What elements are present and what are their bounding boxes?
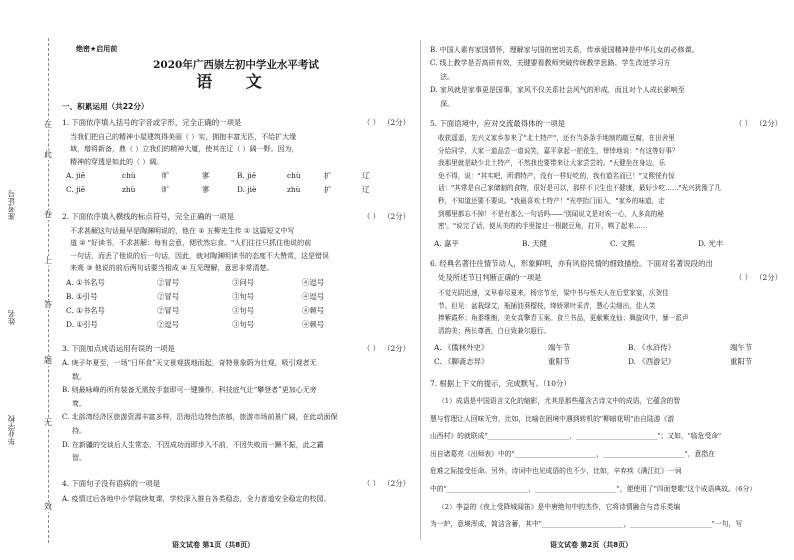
option-text: ④顿号 (302, 306, 325, 315)
q4-options (62, 493, 410, 506)
option-text: ③句号 (232, 306, 255, 315)
passage-line: 分给同学，大家一道品尝一道说笑，嘉平拿起一把花生，悻悻地说："有这等好事？ (438, 146, 679, 155)
body-line: 为一炉，意境浑成，简洁含蓄，其中"________________________，________________________"一句，写 (430, 520, 743, 529)
option-text: chù (122, 171, 136, 180)
option-text: D. ①引号 (66, 320, 98, 329)
option-line: A. 庚子年夏至，一场“日环食”天文景观拔地而起，奇特景象蔚为壮观，吸引观者无 (62, 359, 317, 367)
passage-line: 一句话，而丢了他说的后一句话，因此，就对陶渊明读书的态度不大赞赏，这是错误 (70, 251, 329, 260)
q1-passage (70, 131, 410, 168)
option-text: B. ①引号 (66, 292, 98, 301)
q4-continued (430, 44, 782, 111)
option-text: B. 天健 (522, 239, 547, 248)
option-text: 重阳节 (548, 357, 571, 366)
answer-parentheses: （ ） (362, 118, 380, 127)
question-stem: 处及所述节日判断正确的一项是 (438, 273, 542, 282)
option-text: zhù (122, 185, 136, 194)
option-text: A. jiē (66, 171, 86, 180)
option-text: ③句号 (232, 292, 255, 301)
score-label: （2分） (383, 118, 410, 127)
passage-line: 收获遥遥，先兴义家乡参来了"北土特产"，还有当条条手地制的敲豆腐，在田舍里 (438, 134, 675, 142)
option-text: zhù (287, 185, 301, 194)
option-text: D. jiè (237, 185, 257, 194)
passage-line: 我那里就是缺少北土特产，不然我也要带来让大家尝尝的。"天健坐在身边，乐 (438, 159, 666, 168)
passage-line: 域，增将新备，鼎（ ）立我们的精神大厦，使其在辽（ ）阔一野。因为， (70, 145, 299, 154)
option-text: ②冒号 (157, 292, 180, 301)
option-line: 数。 (72, 372, 86, 381)
option-text: 旷 (162, 171, 170, 180)
option-line: C. 北部湾经济区旅游资源丰富多样，沿海沿边特色浓郁，旅游市场前景广阔，在此动面保 (62, 413, 338, 422)
passage-line: 话："其常是自己家储制的食物，很好是可以，那样不卫生也不健康，最好少吃……"光兴犹豫了几 (438, 184, 722, 193)
option-line: 智。 (72, 454, 86, 463)
passage-line: 不觉光阴迅速，又早春尽夏来，杨宗节至，梁中书与蔡夫人在后堂家宴，庆贺佳 (438, 289, 669, 297)
question-stem: 3. 下面加点成语运用有误的一项是 (62, 344, 175, 353)
body-line: 危难之际接受任命。另外，诗词中也见成语的也不少，比如，辛弃疾《满江红》一词 (430, 467, 682, 476)
option-text: 端午节 (730, 343, 753, 352)
binding-char: 题 (44, 356, 52, 365)
body-line: 山西村》的就联成"________________________，________________________"；又如，"临危受命" (430, 432, 722, 441)
question-5 (430, 118, 782, 130)
passage-line: 秒，不知道还要不要说。"我最喜欢土特产！"光亭抬门而入，"家乡的味道，走 (438, 196, 665, 205)
column-divider (420, 40, 421, 540)
body-line: （2）李益的《夜上受降城闻笛》是中唐绝句中的杰作，它将诗情融合与音乐类编 (438, 502, 681, 511)
passage-line: 当我们把自己的精神小屋建筑得美丽（ ）实，拥抱丰富无匹，不给扩大缘 (70, 133, 297, 141)
question-3 (62, 343, 410, 355)
option-text: 辽 (362, 185, 370, 194)
exam-number-label: 准考证号 (7, 190, 16, 220)
option-text: B. 《水浒传》 (628, 343, 676, 352)
passage-line: 清韵美；两长尊酒，白日致兼尔遐行。 (438, 326, 551, 335)
passage-line: 节。但见：盆栽绿艾，瓶插油葵榴枝，绛娇翠叶采青，慧心尖细出，佳人笑 (438, 301, 656, 310)
option-text: ④逗号 (302, 292, 325, 301)
score-label: （2分） (383, 479, 410, 488)
passage-line: 到哪里都忘不掉！不是有那么一句话吗——'别闻说文是对诶一心，人多高的秘 (438, 209, 664, 218)
option-line: B. 中国人素有家国情怀，理解家与国的密切关系，传承爱国精神是中华儿女的必修课。 (430, 46, 699, 54)
page-footer-left: 语文试卷 第1页（共8页） (172, 541, 255, 548)
q6-passage (438, 287, 782, 337)
option-text: 辽 (362, 171, 370, 180)
binding-char: 上 (44, 256, 52, 265)
passage-line: 不求甚解这句话最早是陶渊明说的，他在 ① 五柳先生传 ① 这篇短文中写 (70, 227, 295, 235)
option-text: C. 《聊斋志异》 (434, 357, 489, 366)
passage-line: 密'。"说完了话，便从美的的手里接过一根敲豆角，打开，鸭了起来…… (438, 222, 648, 231)
binding-dashed-line (48, 38, 49, 543)
option-text: C. ①书名号 (66, 306, 105, 315)
binding-char: 卷 (44, 210, 52, 219)
option-line: C. 线上教学是否高质有效，关键要看教师突破传统教学思路、学生改进学习方 (430, 59, 671, 68)
subject-title: 语 文 (196, 72, 276, 91)
option-text: A. 嘉平 (434, 239, 459, 248)
option-line: 深。 (440, 99, 454, 108)
body-line: 出自诸葛亮《出师表》中的"________________________，________________________"，意指在 (430, 449, 715, 458)
q7-body (430, 393, 782, 534)
q5-passage (438, 132, 782, 233)
option-text: ②逗号 (157, 320, 180, 329)
option-line: 法。 (440, 72, 454, 81)
passage-line: 免不得，说："其实吧，所谓特产，没有一样好吃的，我有道名而已！"又熙恍有惊 (438, 171, 675, 180)
option-line: D. 家风就是家事更是国事，家风不仅关系社会风气的形成，而且对个人成长影响至 (430, 86, 685, 95)
school-label: 毕业学校 (7, 415, 16, 445)
option-text: ④逗号 (302, 278, 325, 287)
option-text: D. 《西游记》 (628, 357, 676, 366)
option-text: ③问号 (232, 278, 255, 287)
option-text: ④顿号 (302, 320, 325, 329)
score-label: （2分） (755, 273, 782, 282)
question-stem: 5. 下面语境中，应对交流最得体的一项是 (430, 119, 566, 128)
score-label: （2分） (755, 119, 782, 128)
answer-parentheses: （ ） (734, 119, 752, 128)
option-text: D. 光丰 (698, 239, 724, 248)
option-text: ②冒号 (157, 278, 180, 287)
question-6 (430, 258, 782, 270)
question-7 (430, 378, 782, 390)
option-text: 端午节 (548, 343, 571, 352)
option-text: 旷 (162, 185, 170, 194)
right-column (430, 0, 782, 548)
option-text: chù (287, 171, 301, 180)
q2-options (62, 277, 410, 335)
binding-char: 无 (44, 418, 52, 427)
question-6-stem-continued (430, 272, 782, 284)
page-footer-right: 语文试卷 第2页（共8页） (550, 541, 633, 548)
option-text: B. jiē (237, 171, 257, 180)
binding-char: 在 (44, 120, 52, 129)
question-stem: 1. 下面依序填入括号的字音或字形，完全正确的一项是 (62, 118, 242, 127)
option-text: C. jiē (66, 185, 86, 194)
option-line: 持。 (72, 426, 86, 435)
q3-options (62, 357, 410, 466)
option-line: D. 在新疆的交谈后人生常态，不因成功而即步入不前，不因失败而一蹶不振，此之霸 (62, 440, 324, 449)
q5-options (430, 238, 782, 250)
option-line: 骛。 (72, 399, 86, 408)
question-2 (62, 211, 410, 223)
left-column (62, 0, 410, 548)
option-text: 寥 (202, 185, 210, 194)
q6-options (430, 342, 782, 370)
option-text: A. 《儒林外史》 (434, 343, 489, 352)
section-heading: 一、积累运用（共22分） (62, 102, 149, 111)
answer-parentheses: （ ） (362, 479, 380, 488)
body-line: （1）成语是中国语言文化的缩影，尤其是那些蕴含古诗文中的成语，它蕴含的智 (438, 397, 681, 405)
question-stem: 4. 下面句子没有语病的一项是 (62, 479, 161, 488)
question-4 (62, 478, 410, 490)
binding-char: 答 (44, 300, 52, 309)
score-label: （2分） (383, 212, 410, 221)
option-line: A. 疫情过后各地中小学陆续复课，学校深入推自各类稳态，全力普道安全稳定的校园。 (62, 495, 331, 503)
passage-line: 精神的穿透是如此的（ ）阔。 (70, 157, 164, 166)
option-line: B. 则最咏峰的所有装备无需按手套即可一键操作，科技底气让“攀登者”更加心无旁 (62, 386, 317, 395)
body-line: 慧与哲理让人回味无穷，比如，比喻在困境中遇到转机的"柳暗花明"由自陆游《游 (430, 414, 675, 423)
passage-line: 来观 ③ 他说的前后两句话要当相成 ④ 互见理解，意思非常清楚。 (70, 264, 274, 273)
binding-char: 效 (44, 502, 52, 511)
question-stem: 6. 经典名著往往情节动人，形象鲜明，亦有风俗民情的细致描绘。下面对名著说段的出 (430, 259, 713, 268)
name-label: 姓名 (7, 310, 16, 325)
q1-options (62, 170, 410, 198)
question-stem: 2. 下面依序填入横线的标点符号，完全正确的一项是 (62, 212, 234, 221)
exam-title: 2020年广西崇左初中学业水平考试 (153, 59, 319, 71)
question-stem: 7. 根据上下文的提示，完成默写。（10分） (430, 379, 571, 388)
passage-line: 道 ② "好读书，不求甚解：每有会意，便欣然忘食。"人们往往只抓住他说的前 (70, 239, 312, 248)
score-label: （2分） (383, 344, 410, 353)
option-text: ②冒号 (157, 306, 180, 315)
option-text: 扩 (324, 185, 332, 194)
option-text: 重阳节 (730, 357, 753, 366)
option-text: ③句号 (232, 320, 255, 329)
passage-line: 捧紫霞杯；角黍维衡，美女高擎青玉案。食兰书品，更献紫龙仙；舞旋风中，暴一派声 (438, 314, 689, 323)
binding-char: 此 (44, 150, 52, 159)
body-line: 中的"________________________，________________________"，便使用了"四面楚歌"这个成语典故。（6分） (430, 484, 757, 493)
answer-parentheses: （ ） (362, 344, 380, 353)
answer-parentheses: （ ） (362, 212, 380, 221)
answer-parentheses: （ ） (734, 273, 752, 282)
confidential-mark: 绝密★启用前 (76, 45, 118, 53)
option-text: A. ①书名号 (66, 278, 105, 287)
option-text: 寥 (202, 171, 210, 180)
option-text: C. 文熙 (610, 239, 635, 248)
question-1 (62, 117, 410, 129)
option-text: 扩 (324, 171, 332, 180)
q2-passage (70, 225, 410, 275)
